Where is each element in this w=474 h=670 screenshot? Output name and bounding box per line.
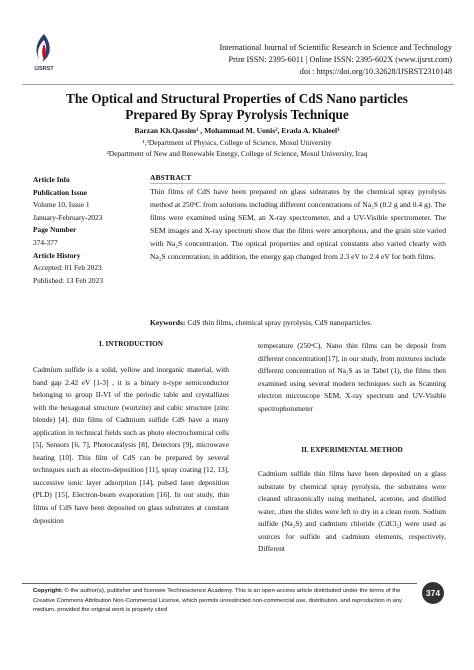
abstract-text: Thin films of CdS have been prepared on glass substrates by the chemical spray pyrolysis method at 250ᵒC from solutions including different concentrations of Na₂S (0.2 g and 0.4 g). The films were examined using SEM, an X-ray spectrometer, and a UV-Visible spectrometer. The SEM images and X-ray spectrum show that the films were amorphous, and the grain size varied with Na₂S concentration. The optical properties and optical constants also varied clearly with Na₂S concentration; in addition, the energy gap changed from 2.3 eV to 2.4 eV for both films. xyxy=(150,187,446,262)
journal-header xyxy=(122,42,452,78)
logo-text: IJSRST xyxy=(34,66,54,72)
paper-title xyxy=(20,91,454,123)
journal-name: International Journal of Scientific Research in Science and Technology xyxy=(219,43,452,52)
abstract-divider xyxy=(150,183,446,184)
footer-divider xyxy=(22,583,417,584)
publication-period: January-February-2023 xyxy=(33,212,103,222)
page-range: 374-377 xyxy=(33,237,58,247)
journal-logo-icon xyxy=(22,30,66,80)
introduction-heading: I. INTRODUCTION xyxy=(99,340,163,348)
accepted-date: Accepted: 01 Feb 2023 xyxy=(33,263,102,273)
title-line-2: Prepared By Spray Pyrolysis Technique xyxy=(125,107,349,122)
publication-issue-heading: Publication Issue xyxy=(33,187,88,197)
experimental-text: Cadmium sulfide thin films have been deposited on a glass substrate by chemical spray pyrolysis, the substrates were cleaned ultrasonically using methanol, acetone, and distilled water, ,then the slides were left to dry in a clean room. Sodium sulfide (Na₂S) and cadmium chloride (CdCl₂) were used as sources for sulfide and cadmium elements, respectively, Different xyxy=(258,469,446,554)
copyright-notice xyxy=(33,587,413,616)
affiliation-1: ¹,³Department of Physics, College of Science, Mosul University xyxy=(142,138,332,147)
published-date: Published: 13 Feb 2023 xyxy=(33,275,104,285)
author-list: Barzan Kh.Qassim¹ , Mohammad M. Uonis², Erada A. Khaleel³ xyxy=(134,126,340,135)
copyright-text: © the author(s), publisher and licensee Technoscience Academy. This is an open-access article distributed under the terms of the Creative Commons Attribution Non-Commercial License, which permits unrestricted non-commercial use, distribution, and reproduction in any medium, provided the original work is properly cited xyxy=(33,588,402,614)
issn-line: Print ISSN: 2395-6011 | Online ISSN: 2395-602X (www.ijsrst.com) xyxy=(228,55,452,64)
header-divider xyxy=(22,84,454,85)
page-number-heading: Page Number xyxy=(33,225,77,235)
experimental-heading: II. EXPERIMENTAL METHOD xyxy=(301,446,403,454)
article-info-heading: Article Info xyxy=(33,175,70,184)
doi-line[interactable]: doi : https://doi.org/10.32628/IJSRST2310148 xyxy=(299,67,452,76)
keywords xyxy=(150,318,450,327)
volume-issue: Volume 10, Issue 1 xyxy=(33,200,90,210)
page-number-badge: 374 xyxy=(422,582,444,604)
article-info xyxy=(33,174,133,287)
article-history-heading: Article History xyxy=(33,250,81,260)
affiliation-2: ²Department of New and Renewable Energy, College of Science, Mosul University, Iraq xyxy=(106,149,368,158)
keywords-label: Keywords: xyxy=(150,318,186,327)
introduction-text: Cadmium sulfide is a solid, yellow and inorganic material, with band gap 2.42 eV [1-3] , it is a binary n-type semiconductor belonging to group II-VI of the periodic table and crystallizes with the hexagonal structure (wurtzite) and cubic structure (zinc blende) [4]. thin films of Cadmium sulfide CdS have a many application in technical fields such as photo electrochemical cells [5], Sensors [6, 7], Photocatalysis [8], Detectors [9], microwave heating [10]. This film of CdS can be prepared by several techniques such as electro-deposition [11], spray coating [12, 13], successive ionic layer adsorption [14], pulsed laser deposition (PLD) [15], Electron-beam evaporation [16]. In our study, thin films of CdS have been deposited on glass substrates at constant deposition xyxy=(33,365,229,525)
copyright-label: Copyright: xyxy=(33,588,63,594)
keywords-list: CdS thin films, chemical spray pyrolysis, CdS nanoparticles. xyxy=(185,318,373,327)
title-line-1: The Optical and Structural Properties of CdS Nano particles xyxy=(66,91,408,106)
abstract-heading: ABSTRACT xyxy=(150,173,192,182)
introduction-continued-text: temperature (250ᵒC), Nano thin films can be deposit from different concentration[17], in our study, from mixtures include different concentration of Na₂S as in Tabel (1), the films then examined using several modern techniques such as Scanning electron microscope SEM, X-ray spectrum and UV-Visible spectrophotometer xyxy=(258,341,446,413)
